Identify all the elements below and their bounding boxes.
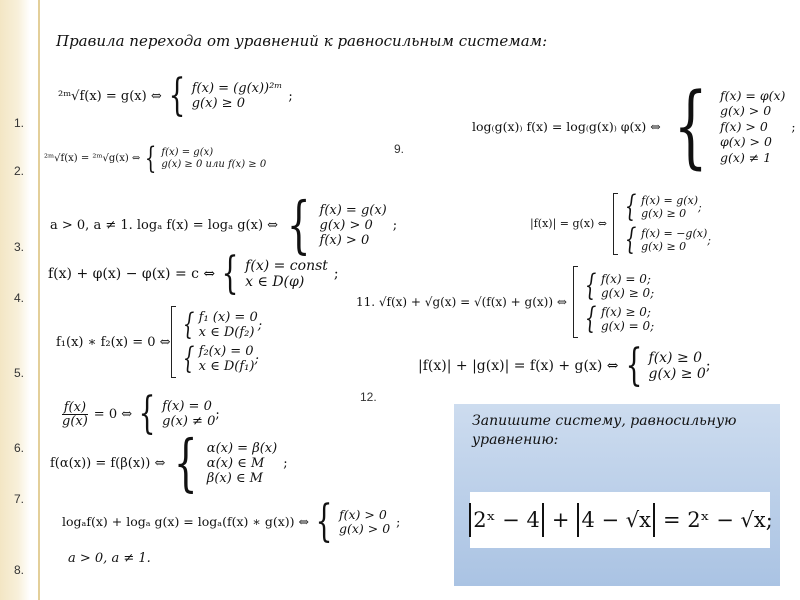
rule-10-line-3: f(x) = −g(x) (641, 227, 708, 240)
rule-8-condition: a > 0, a ≠ 1. (68, 551, 151, 566)
abs-bar (542, 503, 544, 537)
task-part-3: = 2ˣ − √x; (662, 508, 773, 532)
rule-11-semicolon-1: ; (646, 271, 651, 286)
rule-12-lhs: |f(x)| + |g(x)| = f(x) + g(x) ⇔ (418, 358, 619, 374)
bracket-icon (613, 193, 618, 255)
slide-title: Правила перехода от уравнений к равносильным системам: (56, 32, 548, 50)
rule-5-line-2: x ∈ D(f₂) (198, 325, 255, 340)
rule-4 (48, 248, 339, 299)
brace-icon: { (174, 426, 198, 499)
brace-icon: { (138, 388, 156, 439)
rule-11-semicolon-4: ; (650, 318, 655, 333)
brace-icon: { (286, 188, 311, 261)
rule-6-rhs: = 0 ⇔ (93, 406, 133, 422)
rule-2-line-1: f(x) = g(x) (161, 147, 214, 158)
rule-9-line-5: g(x) ≠ 1 (720, 149, 772, 165)
brace-icon: { (182, 307, 194, 342)
rule-11-line-4: g(x) = 0 (600, 318, 651, 333)
rule-7-semicolon: ; (283, 455, 288, 471)
plus-sign: + (551, 508, 570, 532)
rule-11-line-3: f(x) ≥ 0 (600, 304, 647, 319)
rule-1-line-1: f(x) = (g(x))²ᵐ (191, 81, 283, 96)
brace-icon: { (221, 248, 239, 299)
rule-5-line-3: f₂(x) = 0 (198, 344, 254, 359)
brace-icon: { (182, 341, 194, 376)
rule-4-lhs: f(x) + φ(x) − φ(x) = c ⇔ (48, 266, 216, 282)
abs-bar (469, 503, 471, 537)
rule-9-line-3: f(x) > 0 (720, 118, 768, 134)
rule-number-3: 3. (14, 240, 25, 254)
brace-icon: { (315, 496, 333, 547)
rule-10-line-4: g(x) ≥ 0 (641, 240, 687, 253)
rule-8-line-1: f(x) > 0 (338, 506, 387, 522)
rule-2 (44, 141, 267, 176)
rule-number-8: 8. (14, 563, 25, 577)
rule-8-lhs: logₐf(x) + logₐ g(x) = logₐ(f(x) ∗ g(x)) ⇔ (62, 513, 309, 529)
rule-4-line-1: f(x) = const (245, 258, 328, 274)
rule-number-5: 5. (14, 366, 25, 380)
rule-2-line-2: g(x) ≥ 0 или f(x) ≥ 0 (161, 159, 267, 170)
rule-7-line-1: α(x) = β(x) (206, 440, 278, 456)
rule-5 (56, 306, 262, 378)
task-part-2: 4 − √x (581, 508, 651, 532)
rule-6-line-2: g(x) ≠ 0 (162, 414, 216, 429)
rule-number-7: 7. (14, 492, 25, 506)
rule-5-lhs: f₁(x) ∗ f₂(x) = 0 ⇔ (56, 334, 171, 350)
rule-9-line-1: f(x) = φ(x) (720, 87, 786, 103)
brace-icon: { (624, 189, 637, 224)
rule-3 (50, 188, 398, 261)
rule-1-line-2: g(x) ≥ 0 (191, 96, 245, 111)
rule-3-line-2: g(x) > 0 (319, 217, 373, 233)
rule-3-semicolon: ; (392, 217, 398, 233)
brace-icon: { (145, 141, 157, 176)
rule-number-9: 9. (394, 142, 405, 156)
rule-7 (50, 426, 288, 499)
rule-9-semicolon: ; (791, 118, 796, 134)
rule-10-line-2: g(x) ≥ 0 (641, 207, 687, 220)
rule-number-12: 12. (360, 390, 377, 404)
bracket-icon (573, 266, 578, 338)
rule-9 (472, 74, 796, 179)
rule-2-lhs: ²ᵐ√f(x) = ²ᵐ√g(x) ⇔ (44, 153, 141, 164)
rule-3-line-3: f(x) > 0 (319, 232, 370, 248)
rule-5-semicolon-2: ; (254, 351, 259, 367)
rule-number-2: 2. (14, 164, 25, 178)
brace-icon: { (168, 70, 186, 121)
rule-10-semicolon-2: ; (707, 233, 711, 247)
rule-12-line-2: g(x) ≥ 0 (648, 366, 706, 382)
brace-icon: { (673, 74, 708, 179)
margin-line (38, 0, 40, 600)
rule-11-semicolon-3: ; (646, 304, 651, 319)
rule-7-line-2: α(x) ∈ M (206, 455, 265, 471)
rule-number-6: 6. (14, 441, 25, 455)
brace-icon: { (584, 300, 597, 336)
rule-12-line-1: f(x) ≥ 0 (648, 350, 703, 366)
rule-1-semicolon: ; (288, 88, 293, 104)
rule-8-semicolon: ; (396, 513, 401, 529)
rule-6-semicolon: ; (215, 406, 220, 422)
rule-7-lhs: f(α(x)) = f(β(x)) ⇔ (50, 455, 166, 471)
abs-bar (577, 503, 579, 537)
rule-3-lhs: a > 0, a ≠ 1. logₐ f(x) = logₐ g(x) ⇔ (50, 217, 279, 233)
task-equation (470, 492, 773, 548)
task-panel (454, 404, 780, 586)
rule-number-4: 4. (14, 291, 25, 305)
rule-7-line-3: β(x) ∈ M (206, 470, 263, 486)
rule-11-line-1: f(x) = 0 (600, 271, 647, 286)
rule-5-line-4: x ∈ D(f₁) (198, 359, 255, 374)
rule-10-line-1: f(x) = g(x) (641, 194, 699, 207)
rule-11-lhs: 11. √f(x) + √g(x) = √(f(x) + g(x)) ⇔ (356, 295, 567, 309)
rule-11-line-2: g(x) ≥ 0 (600, 285, 651, 300)
rule-10-semicolon-1: ; (698, 200, 702, 214)
rule-6-numerator: f(x) (63, 399, 87, 415)
abs-bar (653, 503, 655, 537)
rule-1-lhs: ²ᵐ√f(x) = g(x) ⇔ (58, 88, 162, 104)
brace-icon: { (584, 267, 597, 303)
rule-8 (62, 496, 401, 547)
rule-10 (530, 189, 711, 257)
rule-9-lhs: log₍g(x)₎ f(x) = log₍g(x)₎ φ(x) ⇔ (472, 118, 661, 134)
brace-icon: { (624, 222, 637, 257)
rule-number-1: 1. (14, 116, 25, 130)
task-part-1: 2ˣ − 4 (473, 508, 540, 532)
rule-5-line-1: f₁ (x) = 0 (198, 310, 258, 325)
rule-12-semicolon: ; (705, 358, 711, 374)
rule-10-lhs: |f(x)| = g(x) ⇔ (530, 217, 608, 230)
bracket-icon (171, 306, 176, 378)
brace-icon: { (625, 340, 642, 391)
rule-8-line-2: g(x) > 0 (338, 521, 391, 536)
rule-6-denominator: g(x) (62, 413, 88, 429)
rule-5-semicolon-1: ; (257, 317, 263, 333)
rule-3-line-1: f(x) = g(x) (319, 202, 387, 218)
task-prompt: Запишите систему, равносильную уравнению: (472, 413, 737, 448)
rule-6-line-1: f(x) = 0 (162, 399, 212, 414)
rule-11-semicolon-2: ; (650, 285, 655, 300)
rule-9-line-4: φ(x) > 0 (720, 134, 772, 150)
rule-4-line-2: x ∈ D(φ) (245, 274, 305, 290)
rule-12 (418, 340, 711, 391)
rule-11 (356, 266, 654, 338)
rule-1 (58, 70, 293, 121)
rule-4-semicolon: ; (333, 266, 339, 282)
rule-9-line-2: g(x) > 0 (720, 103, 772, 119)
